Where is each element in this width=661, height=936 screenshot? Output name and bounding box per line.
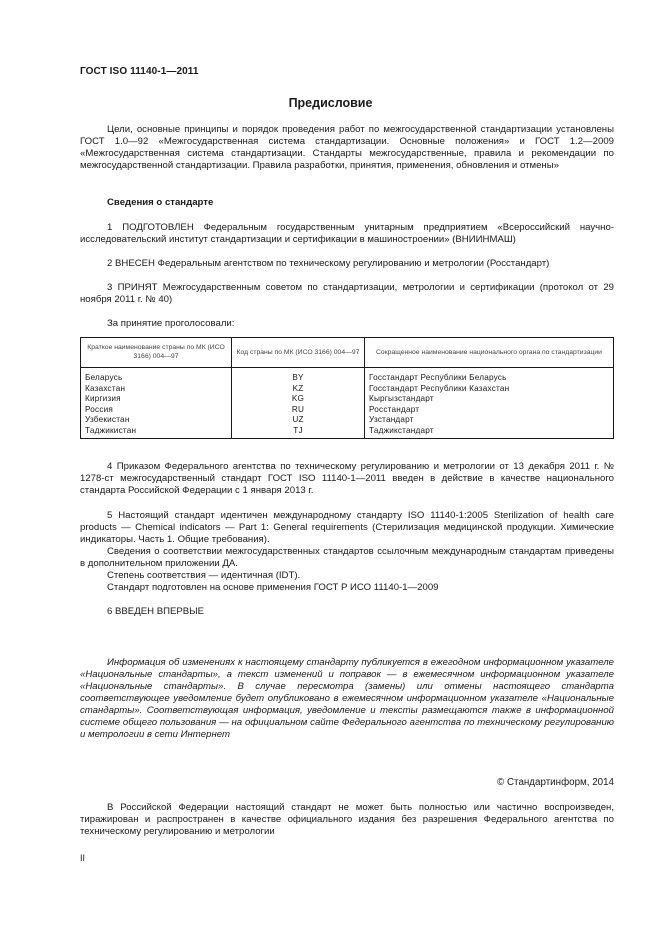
country-name: Беларусь — [81, 368, 232, 384]
table-row — [81, 368, 614, 384]
voting-countries-table — [80, 337, 614, 439]
country-name: Казахстан — [81, 384, 232, 395]
table-row — [81, 394, 614, 405]
amendments-info-notice: Информация об изменениях к настоящему стандарту публикуется в ежегодном информационном указателе «Национальные стандарты», а текст изменений и поправок — в ежемесячном информационном указателе «Национальные стандарты». В случае пересмотра (замены) или отмены настоящего стандарта соответствующее уведомление будет опубликовано в ежемесячном информационном указателе «Национальные стандарты». Соответствующая информация, уведомление и тексты размещаются также в информационной системе общего пользования — на официальном сайте Федерального агентства по техническому регулированию и метрологии в сети Интернет — [80, 657, 614, 740]
country-code: BY — [232, 368, 365, 384]
voted-label: За принятие проголосовали: — [107, 318, 235, 329]
item-1-prepared: 1 ПОДГОТОВЛЕН Федеральным государственным унитарным предприятием «Всероссийский научно-исследовательский институт стандартизации и сертификации в машиностроении» (ВНИИНМАШ) — [80, 222, 614, 245]
national-body: Кыргызстандарт — [365, 394, 614, 405]
national-body: Госстандарт Республики Казахстан — [365, 384, 614, 395]
header-national-body: Сокращенное наименование национального органа по стандартизации — [365, 338, 614, 368]
country-code: RU — [232, 405, 365, 416]
national-body: Росстандарт — [365, 405, 614, 416]
table-row — [81, 415, 614, 426]
page-title: Предисловие — [288, 96, 373, 110]
item-5-correspondence: Сведения о соответствии межгосударственных стандартов ссылочным международным стандартам приведены в дополнительном приложении ДА. — [80, 546, 614, 569]
item-3-adopted: 3 ПРИНЯТ Межгосударственным советом по стандартизации, метрологии и сертификации (протокол от 29 ноября 2011 г. № 40) — [80, 282, 614, 305]
country-code: UZ — [232, 415, 365, 426]
page-number: II — [80, 853, 86, 863]
country-code: KG — [232, 394, 365, 405]
header-country-name: Краткое наименование страны по МК (ИСО 3166) 004—97 — [81, 338, 232, 368]
table-row — [81, 405, 614, 416]
item-2-submitted: 2 ВНЕСЕН Федеральным агентством по техническому регулированию и метрологии (Росстандарт) — [107, 258, 550, 269]
copyright-notice: © Стандартинформ, 2014 — [497, 777, 614, 788]
intro-paragraph: Цели, основные принципы и порядок проведения работ по межгосударственной стандартизации установлены ГОСТ 1.0—92 «Межгосударственная система стандартизации. Основные положения» и ГОСТ 1.2—2009 «Межгосударственная система стандартизации. Стандарты межгосударственные, правила и рекомендации по межгосударственной стандартизации. Правила разработки, принятия, применения, обновления и отмены» — [80, 124, 614, 171]
national-body: Узстандарт — [365, 415, 614, 426]
header-country-code: Код страны по МК (ИСО 3166) 004—97 — [232, 338, 365, 368]
country-code: KZ — [232, 384, 365, 395]
item-5-degree: Степень соответствия — идентичная (IDT). — [107, 570, 301, 581]
reproduction-notice: В Российской Федерации настоящий стандарт не может быть полностью или частично воспроизведен, тиражирован и распространен в качестве официального издания без разрешения Федерального агентства по техническому регулированию и метрологии — [80, 802, 614, 837]
country-name: Россия — [81, 405, 232, 416]
item-5-identical: 5 Настоящий стандарт идентичен международному стандарту ISO 11140-1:2005 Sterilization of health care products — Chemical indicators — Part 1: General requirements (Стерилизация медицинской продукции. Химические индикаторы. Часть 1. Общие требования). — [80, 510, 614, 545]
national-body: Таджикстандарт — [365, 426, 614, 439]
about-standard-heading: Сведения о стандарте — [107, 197, 214, 208]
table-row — [81, 384, 614, 395]
national-body: Госстандарт Республики Беларусь — [365, 368, 614, 384]
country-name: Узбекистан — [81, 415, 232, 426]
item-4-order: 4 Приказом Федерального агентства по техническому регулированию и метрологии от 13 декабря 2011 г. № 1278-ст межгосударственный стандарт ГОСТ ISO 11140-1—2011 введен в действие в качестве национального стандарта Российской Федерации с 1 января 2013 г. — [80, 461, 614, 496]
country-code: TJ — [232, 426, 365, 439]
table-row — [81, 426, 614, 439]
item-6-introduced: 6 ВВЕДЕН ВПЕРВЫЕ — [107, 606, 205, 617]
country-name: Таджикистан — [81, 426, 232, 439]
document-code-header: ГОСТ ISO 11140-1—2011 — [80, 66, 199, 77]
item-5-basis: Стандарт подготовлен на основе применения ГОСТ Р ИСО 11140-1—2009 — [107, 582, 439, 593]
country-name: Киргизия — [81, 394, 232, 405]
table-header-row — [81, 338, 614, 368]
